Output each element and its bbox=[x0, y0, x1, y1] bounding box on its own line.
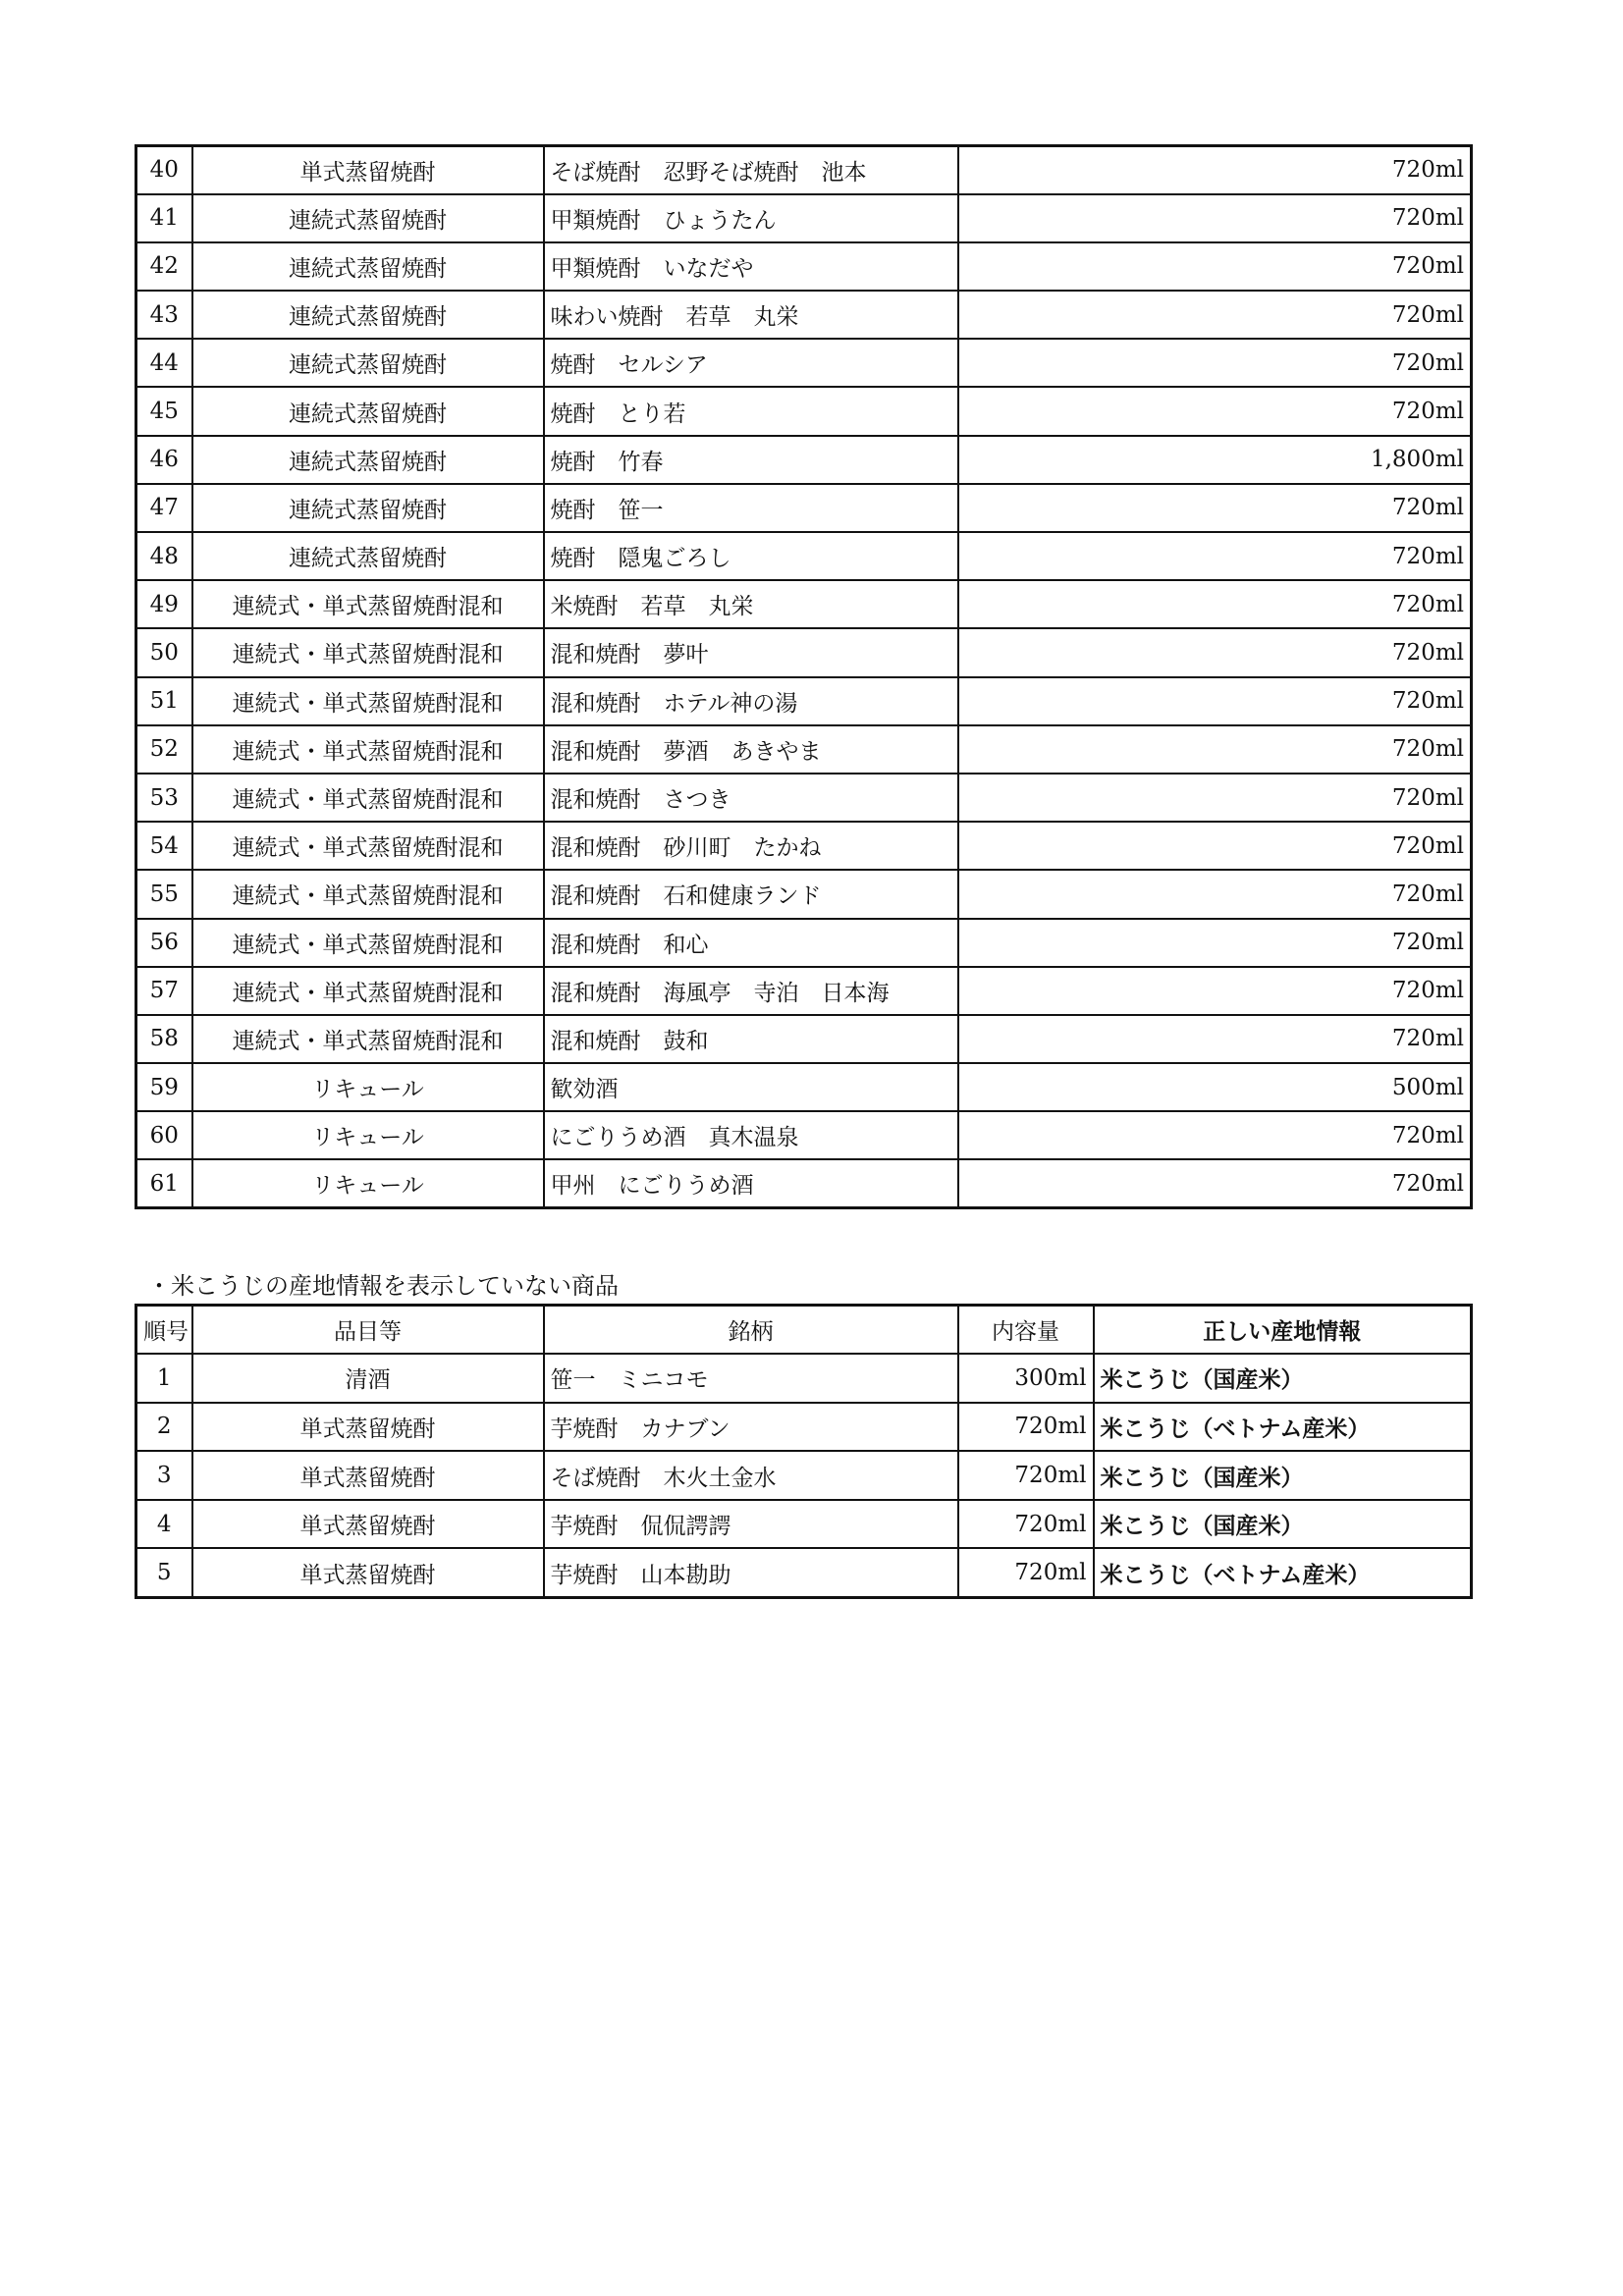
table-row bbox=[136, 339, 1472, 387]
table-row bbox=[136, 1111, 1472, 1159]
section-title: ・米こうじの産地情報を表示していない商品 bbox=[147, 1272, 619, 1300]
row-category: 連続式蒸留焼酎 bbox=[192, 291, 544, 339]
row-category: 連続式蒸留焼酎 bbox=[192, 194, 544, 242]
table-row bbox=[136, 919, 1472, 967]
row-number: 60 bbox=[136, 1111, 192, 1159]
row-product-name: 混和焼酎 鼓和 bbox=[544, 1015, 958, 1063]
table-row bbox=[136, 580, 1472, 628]
row-category: 単式蒸留焼酎 bbox=[192, 146, 544, 194]
row-number: 57 bbox=[136, 967, 192, 1015]
row-product-name: 混和焼酎 夢叶 bbox=[544, 628, 958, 676]
row-volume: 720ml bbox=[958, 1403, 1094, 1452]
row-product-name: 芋焼酎 カナブン bbox=[544, 1403, 958, 1452]
row-origin-info: 米こうじ（国産米） bbox=[1094, 1500, 1472, 1549]
row-category: 単式蒸留焼酎 bbox=[192, 1500, 544, 1549]
row-number: 47 bbox=[136, 484, 192, 532]
table-row bbox=[136, 677, 1472, 725]
row-category: 連続式・単式蒸留焼酎混和 bbox=[192, 870, 544, 918]
row-category: 単式蒸留焼酎 bbox=[192, 1403, 544, 1452]
row-product-name: 芋焼酎 山本勘助 bbox=[544, 1548, 958, 1597]
row-category: 連続式・単式蒸留焼酎混和 bbox=[192, 1015, 544, 1063]
row-volume: 720ml bbox=[958, 774, 1472, 822]
row-category: 連続式・単式蒸留焼酎混和 bbox=[192, 919, 544, 967]
row-origin-info: 米こうじ（国産米） bbox=[1094, 1451, 1472, 1500]
row-product-name: そば焼酎 忍野そば焼酎 池本 bbox=[544, 146, 958, 194]
row-number: 1 bbox=[136, 1354, 192, 1403]
row-number: 40 bbox=[136, 146, 192, 194]
row-product-name: 焼酎 セルシア bbox=[544, 339, 958, 387]
header-volume: 内容量 bbox=[958, 1306, 1094, 1355]
row-category: 連続式蒸留焼酎 bbox=[192, 484, 544, 532]
row-volume: 720ml bbox=[958, 1451, 1094, 1500]
row-volume: 720ml bbox=[958, 242, 1472, 291]
row-product-name: 笹一 ミニコモ bbox=[544, 1354, 958, 1403]
row-volume: 720ml bbox=[958, 291, 1472, 339]
row-volume: 720ml bbox=[958, 484, 1472, 532]
origin-info-table bbox=[135, 1304, 1473, 1599]
row-product-name: 焼酎 竹春 bbox=[544, 436, 958, 484]
row-category: リキュール bbox=[192, 1159, 544, 1207]
header-name: 銘柄 bbox=[544, 1306, 958, 1355]
row-number: 48 bbox=[136, 532, 192, 580]
row-number: 46 bbox=[136, 436, 192, 484]
header-origin: 正しい産地情報 bbox=[1094, 1306, 1472, 1355]
row-product-name: 焼酎 笹一 bbox=[544, 484, 958, 532]
table-row bbox=[136, 1403, 1472, 1452]
table-row bbox=[136, 822, 1472, 870]
row-product-name: 混和焼酎 和心 bbox=[544, 919, 958, 967]
header-category: 品目等 bbox=[192, 1306, 544, 1355]
row-volume: 720ml bbox=[958, 194, 1472, 242]
row-volume: 720ml bbox=[958, 532, 1472, 580]
row-product-name: 混和焼酎 海風亭 寺泊 日本海 bbox=[544, 967, 958, 1015]
row-product-name: 混和焼酎 夢酒 あきやま bbox=[544, 725, 958, 774]
row-origin-info: 米こうじ（ベトナム産米） bbox=[1094, 1548, 1472, 1597]
row-category: 清酒 bbox=[192, 1354, 544, 1403]
table-row bbox=[136, 242, 1472, 291]
header-no: 順号 bbox=[136, 1306, 192, 1355]
table-row bbox=[136, 194, 1472, 242]
row-category: リキュール bbox=[192, 1063, 544, 1111]
row-product-name: そば焼酎 木火土金水 bbox=[544, 1451, 958, 1500]
row-category: 単式蒸留焼酎 bbox=[192, 1451, 544, 1500]
row-product-name: 混和焼酎 石和健康ランド bbox=[544, 870, 958, 918]
table-row bbox=[136, 484, 1472, 532]
row-number: 49 bbox=[136, 580, 192, 628]
row-product-name: 甲州 にごりうめ酒 bbox=[544, 1159, 958, 1207]
row-category: 連続式蒸留焼酎 bbox=[192, 339, 544, 387]
row-category: 連続式・単式蒸留焼酎混和 bbox=[192, 822, 544, 870]
table-row bbox=[136, 1354, 1472, 1403]
row-origin-info: 米こうじ（国産米） bbox=[1094, 1354, 1472, 1403]
row-volume: 720ml bbox=[958, 1159, 1472, 1207]
row-number: 2 bbox=[136, 1403, 192, 1452]
table-row bbox=[136, 291, 1472, 339]
row-product-name: 混和焼酎 ホテル神の湯 bbox=[544, 677, 958, 725]
row-category: 連続式・単式蒸留焼酎混和 bbox=[192, 774, 544, 822]
row-category: リキュール bbox=[192, 1111, 544, 1159]
row-product-name: 混和焼酎 砂川町 たかね bbox=[544, 822, 958, 870]
product-list-table bbox=[135, 144, 1473, 1209]
row-category: 連続式・単式蒸留焼酎混和 bbox=[192, 628, 544, 676]
row-number: 42 bbox=[136, 242, 192, 291]
row-volume: 720ml bbox=[958, 870, 1472, 918]
row-category: 連続式・単式蒸留焼酎混和 bbox=[192, 725, 544, 774]
row-volume: 720ml bbox=[958, 580, 1472, 628]
row-number: 4 bbox=[136, 1500, 192, 1549]
table-row bbox=[136, 1159, 1472, 1207]
row-product-name: 焼酎 とり若 bbox=[544, 387, 958, 435]
row-number: 53 bbox=[136, 774, 192, 822]
row-origin-info: 米こうじ（ベトナム産米） bbox=[1094, 1403, 1472, 1452]
row-category: 連続式蒸留焼酎 bbox=[192, 436, 544, 484]
table-row bbox=[136, 774, 1472, 822]
table-row bbox=[136, 387, 1472, 435]
row-volume: 720ml bbox=[958, 628, 1472, 676]
row-product-name: 混和焼酎 さつき bbox=[544, 774, 958, 822]
row-number: 51 bbox=[136, 677, 192, 725]
product-list-body bbox=[136, 146, 1472, 1208]
row-category: 連続式・単式蒸留焼酎混和 bbox=[192, 967, 544, 1015]
row-volume: 1,800ml bbox=[958, 436, 1472, 484]
row-volume: 720ml bbox=[958, 822, 1472, 870]
table-row bbox=[136, 967, 1472, 1015]
row-number: 5 bbox=[136, 1548, 192, 1597]
row-product-name: 米焼酎 若草 丸栄 bbox=[544, 580, 958, 628]
row-number: 3 bbox=[136, 1451, 192, 1500]
row-number: 55 bbox=[136, 870, 192, 918]
row-product-name: 焼酎 隠鬼ごろし bbox=[544, 532, 958, 580]
row-volume: 720ml bbox=[958, 677, 1472, 725]
row-number: 50 bbox=[136, 628, 192, 676]
table-row bbox=[136, 1063, 1472, 1111]
table-row bbox=[136, 628, 1472, 676]
row-number: 56 bbox=[136, 919, 192, 967]
origin-table-body bbox=[136, 1354, 1472, 1597]
row-category: 連続式蒸留焼酎 bbox=[192, 242, 544, 291]
row-category: 単式蒸留焼酎 bbox=[192, 1548, 544, 1597]
row-volume: 720ml bbox=[958, 1548, 1094, 1597]
row-product-name: 芋焼酎 侃侃諤諤 bbox=[544, 1500, 958, 1549]
row-volume: 720ml bbox=[958, 967, 1472, 1015]
row-product-name: 甲類焼酎 いなだや bbox=[544, 242, 958, 291]
table-row bbox=[136, 1548, 1472, 1597]
row-category: 連続式蒸留焼酎 bbox=[192, 387, 544, 435]
row-volume: 720ml bbox=[958, 146, 1472, 194]
row-volume: 720ml bbox=[958, 725, 1472, 774]
table-row bbox=[136, 436, 1472, 484]
row-number: 43 bbox=[136, 291, 192, 339]
table-row bbox=[136, 1015, 1472, 1063]
row-product-name: 味わい焼酎 若草 丸栄 bbox=[544, 291, 958, 339]
row-volume: 720ml bbox=[958, 387, 1472, 435]
row-product-name: 甲類焼酎 ひょうたん bbox=[544, 194, 958, 242]
row-category: 連続式・単式蒸留焼酎混和 bbox=[192, 677, 544, 725]
origin-table-header-row bbox=[136, 1306, 1472, 1355]
row-category: 連続式・単式蒸留焼酎混和 bbox=[192, 580, 544, 628]
row-number: 61 bbox=[136, 1159, 192, 1207]
row-number: 58 bbox=[136, 1015, 192, 1063]
row-number: 45 bbox=[136, 387, 192, 435]
row-product-name: にごりうめ酒 真木温泉 bbox=[544, 1111, 958, 1159]
row-number: 52 bbox=[136, 725, 192, 774]
row-number: 54 bbox=[136, 822, 192, 870]
row-volume: 720ml bbox=[958, 919, 1472, 967]
table-row bbox=[136, 725, 1472, 774]
table-row bbox=[136, 1451, 1472, 1500]
row-product-name: 歓効酒 bbox=[544, 1063, 958, 1111]
row-number: 59 bbox=[136, 1063, 192, 1111]
row-volume: 720ml bbox=[958, 1500, 1094, 1549]
row-number: 41 bbox=[136, 194, 192, 242]
row-volume: 500ml bbox=[958, 1063, 1472, 1111]
table-row bbox=[136, 1500, 1472, 1549]
table-row bbox=[136, 146, 1472, 194]
table-row bbox=[136, 870, 1472, 918]
row-number: 44 bbox=[136, 339, 192, 387]
row-volume: 720ml bbox=[958, 339, 1472, 387]
table-row bbox=[136, 532, 1472, 580]
row-category: 連続式蒸留焼酎 bbox=[192, 532, 544, 580]
row-volume: 720ml bbox=[958, 1111, 1472, 1159]
row-volume: 300ml bbox=[958, 1354, 1094, 1403]
row-volume: 720ml bbox=[958, 1015, 1472, 1063]
